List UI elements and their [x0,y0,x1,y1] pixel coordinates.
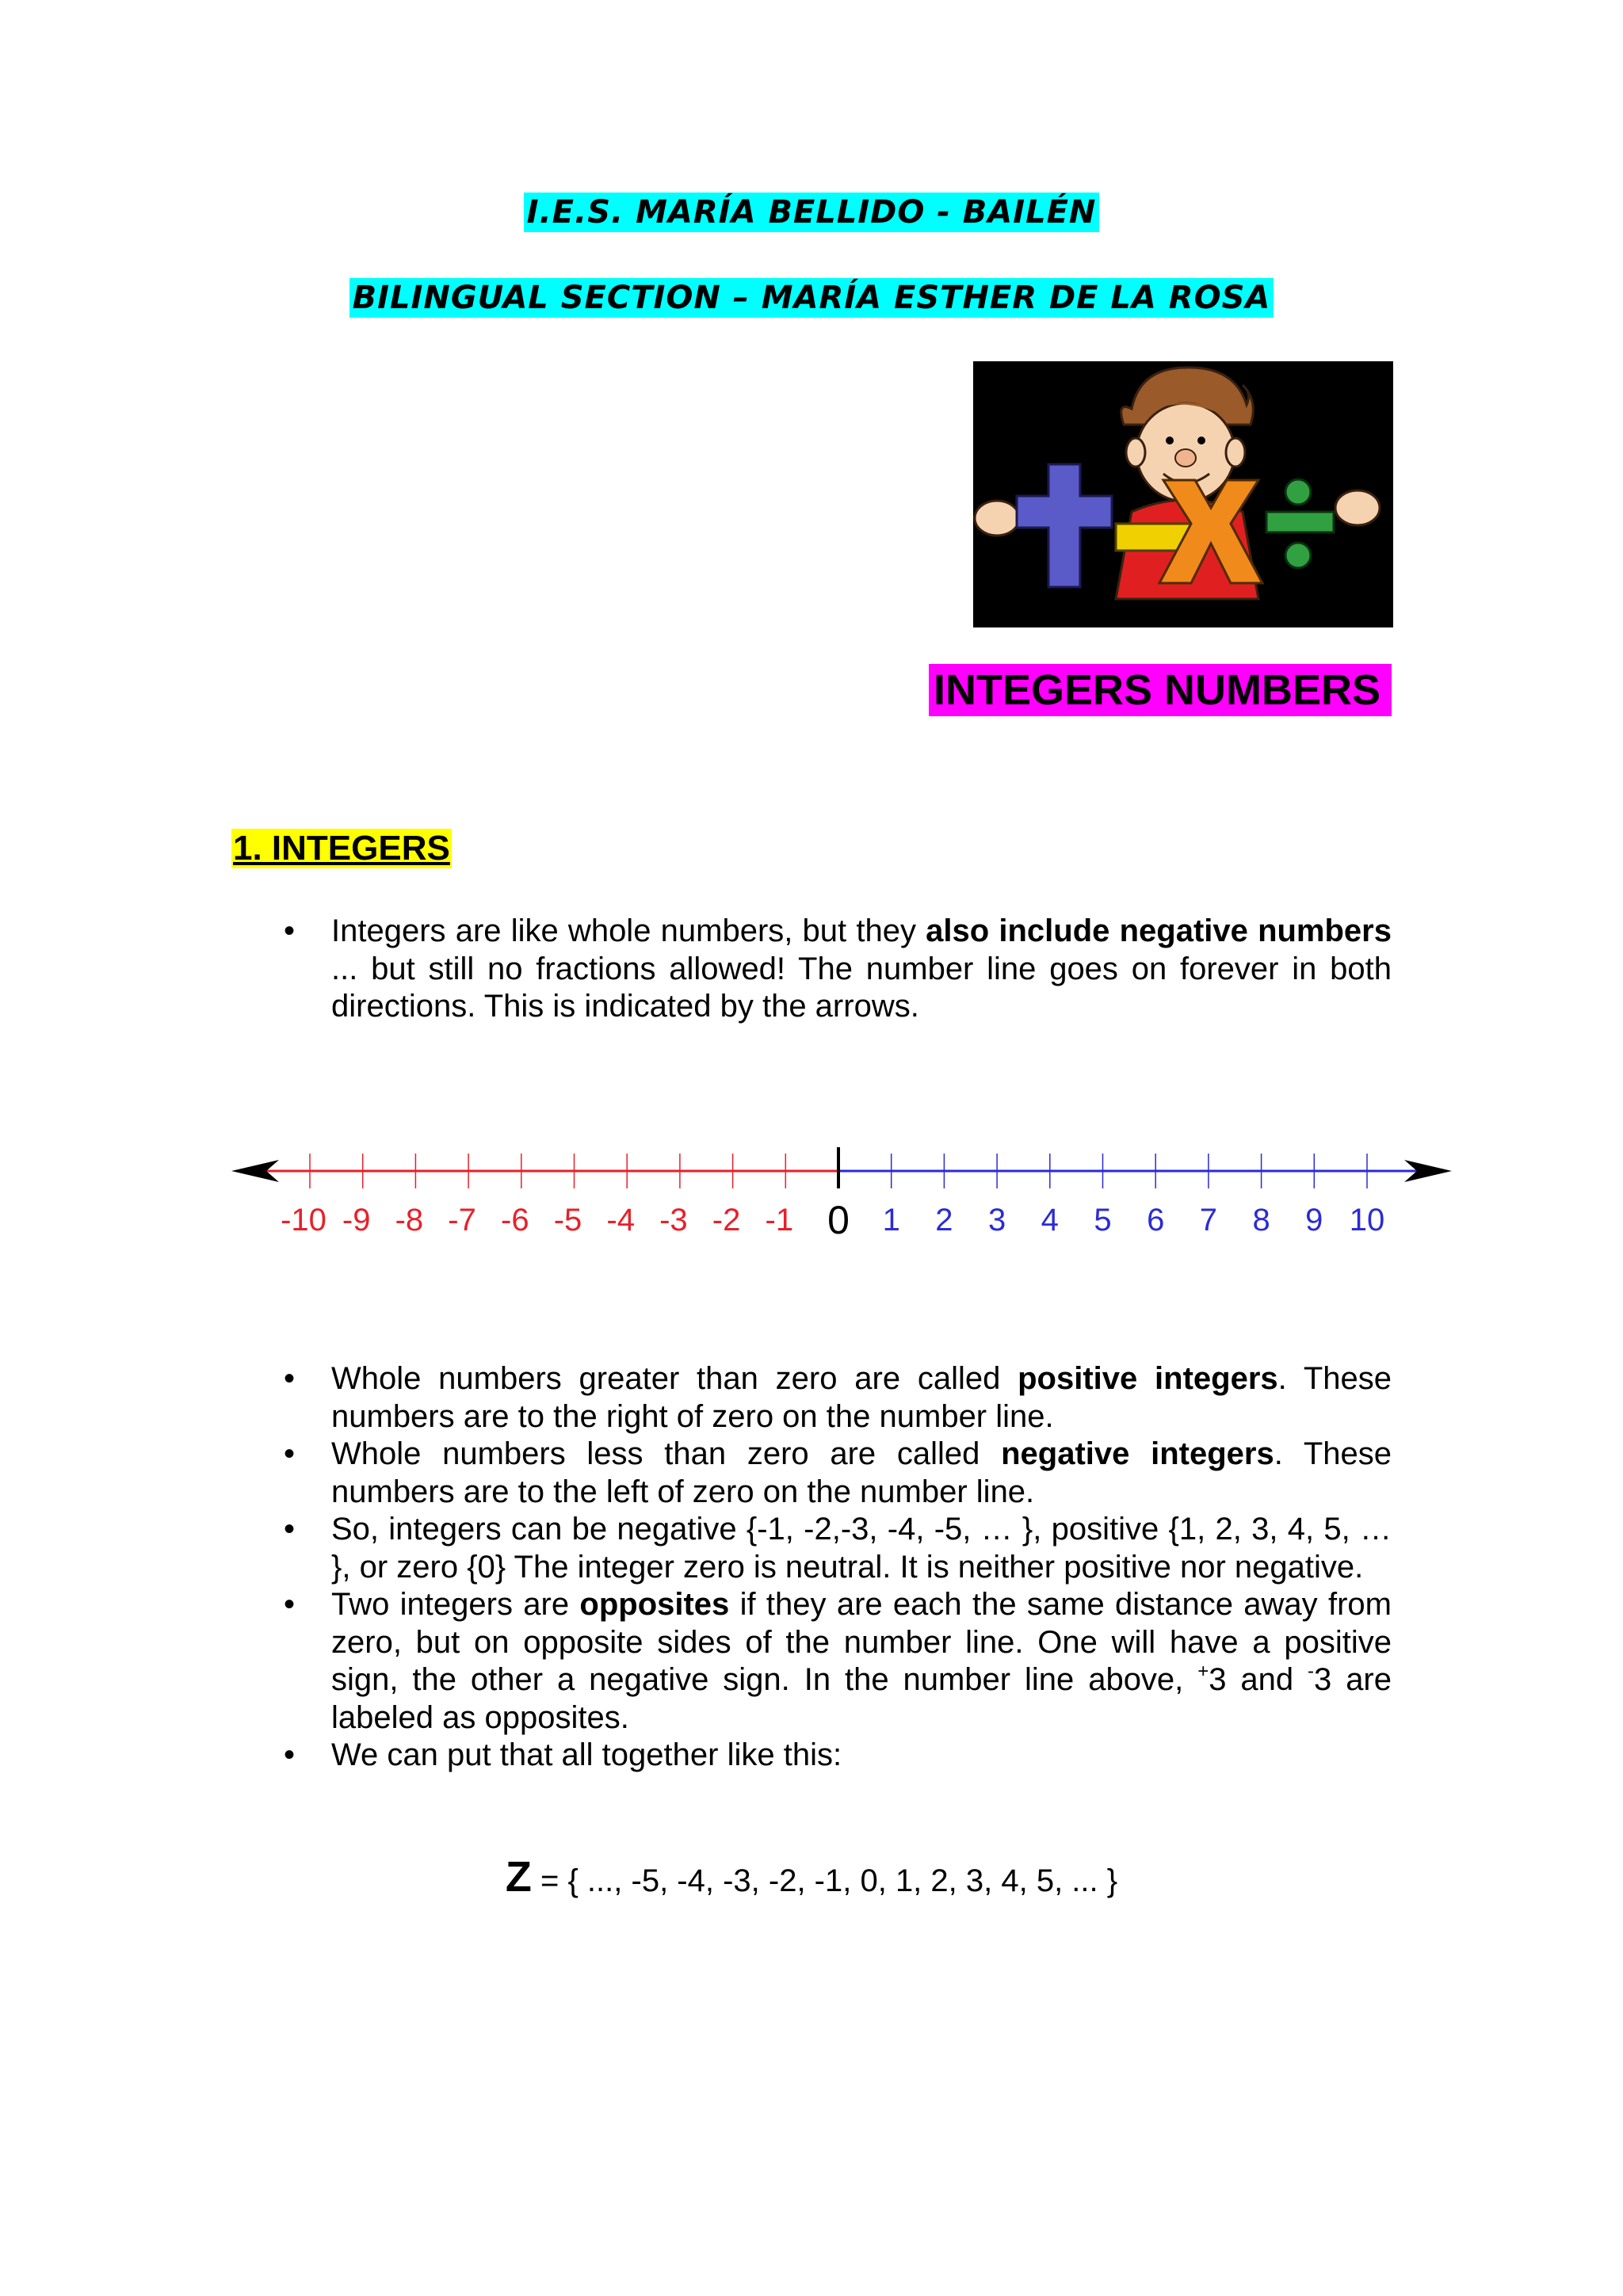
tick-label-positive: 5 [1094,1203,1112,1238]
integer-set-notation [0,1852,1623,1901]
integer-set-symbol: Z [505,1853,532,1901]
tick-label-negative: -10 [281,1203,327,1238]
tick-label-positive: 8 [1252,1203,1270,1238]
tick-label-negative: -4 [606,1203,635,1238]
bullet-list-intro [0,913,1623,1026]
tick-label-positive: 6 [1147,1203,1165,1238]
bullet-item: • Whole numbers greater than zero are called positive integers. These numbers are to the right of zero on the number line. [0,1360,1623,1436]
tick-label-positive: 9 [1305,1203,1323,1238]
bullet-item: • Integers are like whole numbers, but they also include negative numbers ... but still no fractions allowed! The number line goes on forever in both directions. This is indicated by the arrows. [0,913,1623,1026]
tick-label-negative: -7 [448,1203,476,1238]
school-name: I.E.S. MARÍA BELLIDO - BAILÉN [524,193,1100,232]
tick-label-zero: 0 [827,1198,850,1242]
clipart-svg [973,361,1393,627]
bullet-item: • Two integers are opposites if they are each the same distance away from zero, but on opposite sides of the number line. One will have a positive sign, the other a negative sign. In the number line above, +3 and -3 are labeled as opposites. [0,1586,1623,1737]
tick-label-positive: 7 [1199,1203,1218,1238]
bullet-list-details [0,1360,1623,1775]
number-line [231,1133,1452,1252]
section-name: BILINGUAL SECTION – MARÍA ESTHER DE LA ROSA [349,278,1274,318]
bullet-item: • Whole numbers less than zero are called negative integers. These numbers are to the left of zero on the number line. [0,1436,1623,1511]
integer-set-elements: = { ..., -5, -4, -3, -2, -1, 0, 1, 2, 3, 4, 5, ... } [531,1863,1118,1898]
tick-label-positive: 10 [1349,1203,1385,1238]
tick-label-positive: 2 [935,1203,953,1238]
tick-label-negative: -3 [659,1203,688,1238]
bullet-item: • We can put that all together like this: [0,1737,1623,1775]
tick-label-negative: -6 [501,1203,529,1238]
tick-label-negative: -8 [395,1203,424,1238]
tick-label-negative: -5 [553,1203,582,1238]
tick-label-negative: -1 [765,1203,794,1238]
tick-label-positive: 3 [987,1203,1006,1238]
cartoon-boy-math-operators-icon [973,361,1393,627]
tick-label-positive: 4 [1041,1203,1059,1238]
tick-label-negative: -2 [712,1203,741,1238]
section-heading: 1. INTEGERS [233,829,450,868]
section-header [0,280,1623,316]
document-title: INTEGERS NUMBERS [929,664,1392,716]
tick-label-positive: 1 [882,1203,900,1238]
number-line-svg [231,1133,1452,1252]
bullet-item: • So, integers can be negative {-1, -2,-3, -4, -5, … }, positive {1, 2, 3, 4, 5, … }, or zero {0} The integer zero is neutral. It is neither positive nor negative. [0,1511,1623,1586]
tick-label-negative: -9 [342,1203,371,1238]
school-header [0,194,1623,231]
